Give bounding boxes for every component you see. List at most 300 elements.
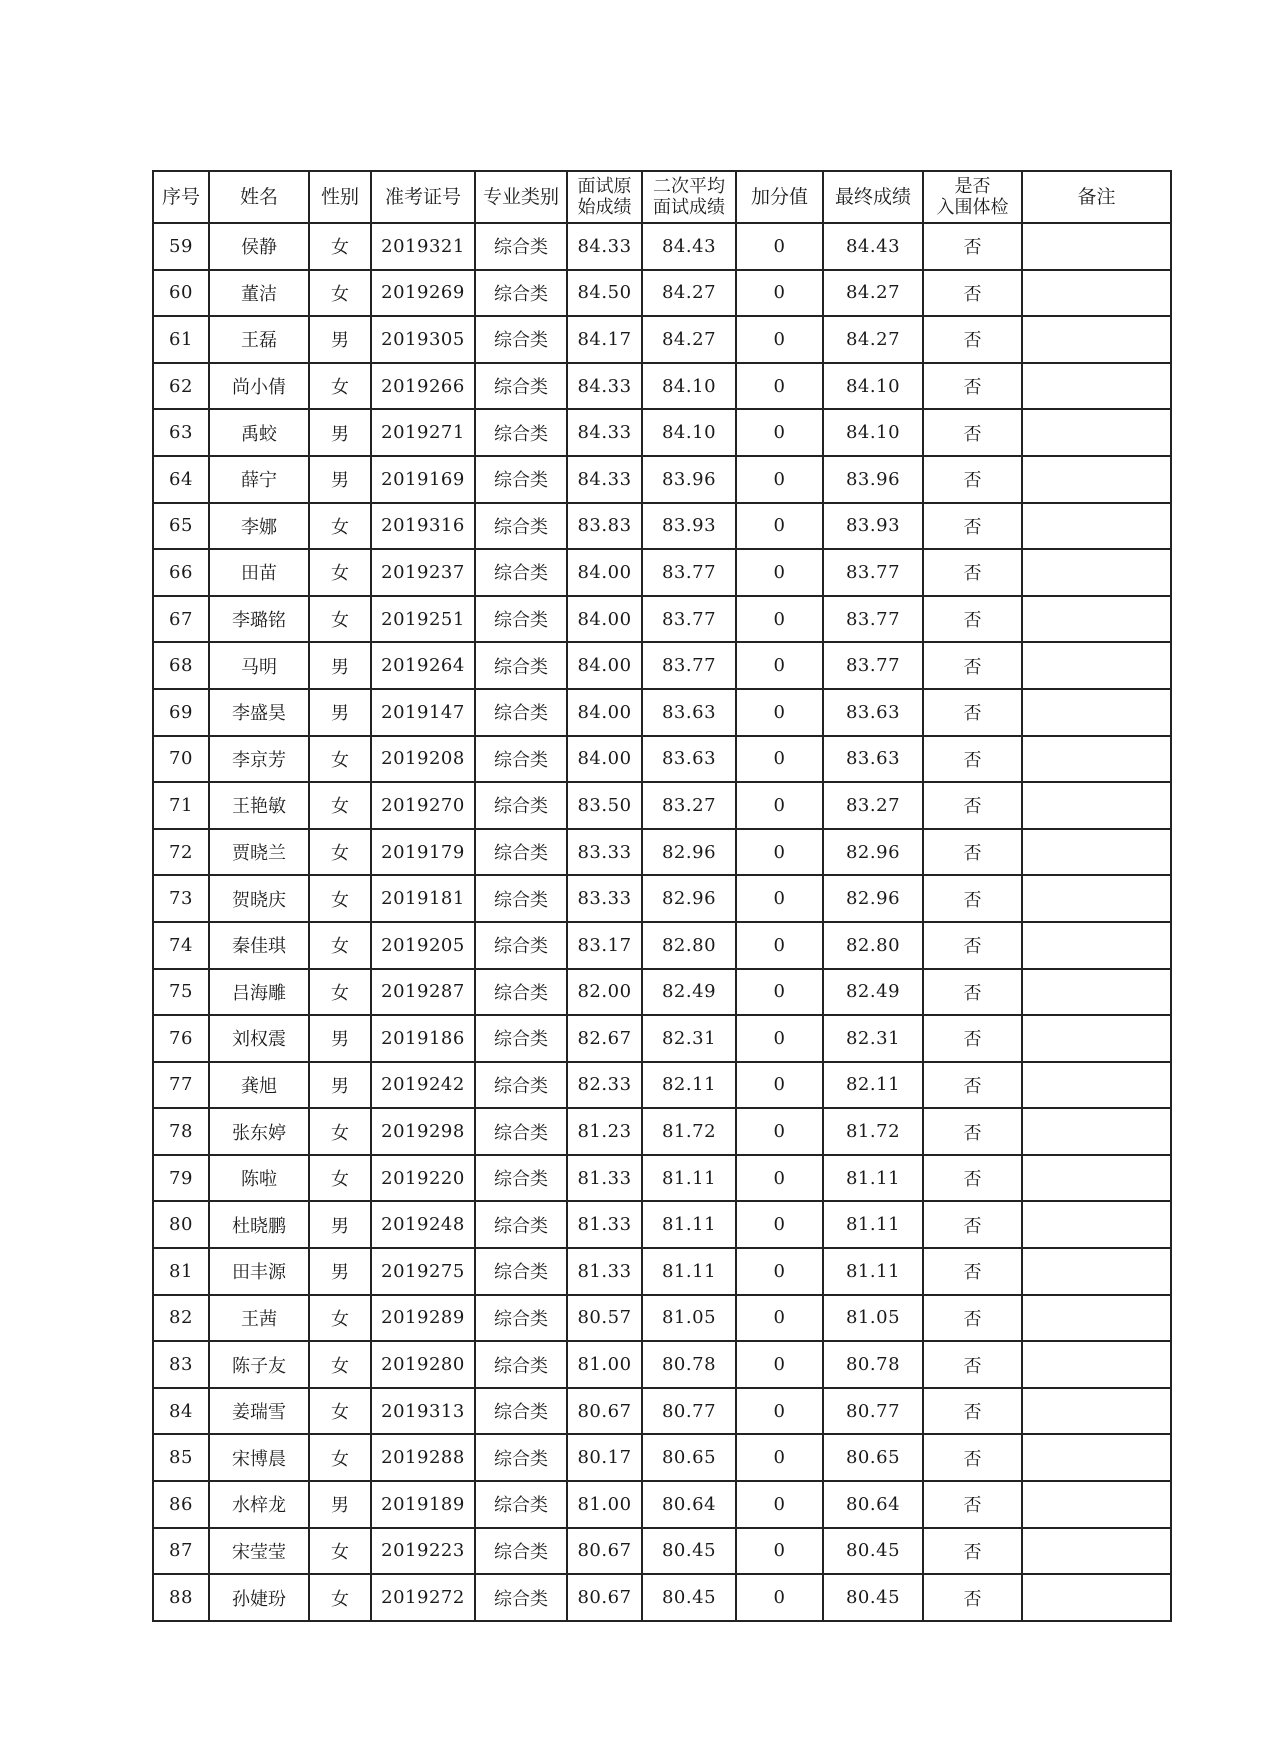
cell-category: 综合类 (475, 1201, 567, 1248)
cell-medical-exam: 否 (923, 642, 1022, 689)
header-average-score (642, 171, 736, 223)
cell-name: 李娜 (209, 503, 309, 550)
cell-average-score: 80.77 (642, 1388, 736, 1435)
table-row (153, 642, 1171, 689)
cell-raw-score: 84.00 (567, 689, 642, 736)
cell-seq: 75 (153, 969, 209, 1016)
cell-final-score: 81.05 (823, 1295, 923, 1342)
cell-final-score: 80.45 (823, 1574, 923, 1621)
cell-final-score: 80.77 (823, 1388, 923, 1435)
cell-medical-exam: 否 (923, 829, 1022, 876)
cell-seq: 83 (153, 1341, 209, 1388)
cell-name: 水梓龙 (209, 1481, 309, 1528)
cell-ticket-number: 2019272 (371, 1574, 475, 1621)
cell-average-score: 80.78 (642, 1341, 736, 1388)
table-row (153, 270, 1171, 317)
cell-final-score: 81.11 (823, 1248, 923, 1295)
cell-bonus: 0 (736, 1201, 823, 1248)
cell-seq: 81 (153, 1248, 209, 1295)
cell-ticket-number: 2019189 (371, 1481, 475, 1528)
cell-category: 综合类 (475, 736, 567, 783)
table-row (153, 875, 1171, 922)
cell-name: 贾晓兰 (209, 829, 309, 876)
cell-category: 综合类 (475, 223, 567, 270)
cell-category: 综合类 (475, 689, 567, 736)
cell-remark (1022, 503, 1171, 550)
cell-name: 侯静 (209, 223, 309, 270)
cell-category: 综合类 (475, 1388, 567, 1435)
cell-bonus: 0 (736, 1108, 823, 1155)
cell-seq: 73 (153, 875, 209, 922)
table-row (153, 782, 1171, 829)
table-row (153, 1434, 1171, 1481)
cell-gender: 女 (309, 270, 371, 317)
cell-medical-exam: 否 (923, 1155, 1022, 1202)
cell-medical-exam: 否 (923, 1574, 1022, 1621)
cell-seq: 72 (153, 829, 209, 876)
cell-gender: 女 (309, 969, 371, 1016)
header-average-score-line2: 面试成绩 (653, 197, 725, 218)
cell-raw-score: 84.33 (567, 456, 642, 503)
cell-category: 综合类 (475, 782, 567, 829)
cell-raw-score: 84.00 (567, 736, 642, 783)
cell-raw-score: 84.17 (567, 316, 642, 363)
cell-average-score: 80.65 (642, 1434, 736, 1481)
cell-name: 陈子友 (209, 1341, 309, 1388)
cell-ticket-number: 2019248 (371, 1201, 475, 1248)
cell-average-score: 82.96 (642, 829, 736, 876)
cell-ticket-number: 2019223 (371, 1528, 475, 1575)
cell-remark (1022, 736, 1171, 783)
cell-bonus: 0 (736, 829, 823, 876)
cell-medical-exam: 否 (923, 409, 1022, 456)
cell-ticket-number: 2019269 (371, 270, 475, 317)
cell-bonus: 0 (736, 363, 823, 410)
cell-gender: 女 (309, 549, 371, 596)
cell-ticket-number: 2019242 (371, 1062, 475, 1109)
cell-raw-score: 82.67 (567, 1015, 642, 1062)
cell-bonus: 0 (736, 1015, 823, 1062)
cell-raw-score: 84.00 (567, 549, 642, 596)
cell-name: 王茜 (209, 1295, 309, 1342)
cell-remark (1022, 1295, 1171, 1342)
cell-category: 综合类 (475, 969, 567, 1016)
header-medical-exam-line2: 入围体检 (936, 197, 1009, 218)
cell-ticket-number: 2019237 (371, 549, 475, 596)
table-row (153, 316, 1171, 363)
cell-name: 宋莹莹 (209, 1528, 309, 1575)
cell-raw-score: 83.17 (567, 922, 642, 969)
table-row (153, 1108, 1171, 1155)
cell-ticket-number: 2019264 (371, 642, 475, 689)
cell-category: 综合类 (475, 549, 567, 596)
cell-raw-score: 80.67 (567, 1388, 642, 1435)
cell-final-score: 82.96 (823, 875, 923, 922)
cell-seq: 74 (153, 922, 209, 969)
cell-seq: 64 (153, 456, 209, 503)
cell-bonus: 0 (736, 922, 823, 969)
header-raw-score (567, 171, 642, 223)
cell-raw-score: 81.33 (567, 1155, 642, 1202)
cell-category: 综合类 (475, 1108, 567, 1155)
cell-name: 田丰源 (209, 1248, 309, 1295)
cell-medical-exam: 否 (923, 1062, 1022, 1109)
cell-bonus: 0 (736, 596, 823, 643)
cell-seq: 78 (153, 1108, 209, 1155)
cell-seq: 80 (153, 1201, 209, 1248)
cell-average-score: 81.72 (642, 1108, 736, 1155)
cell-seq: 59 (153, 223, 209, 270)
cell-average-score: 81.11 (642, 1201, 736, 1248)
cell-raw-score: 81.00 (567, 1481, 642, 1528)
cell-average-score: 83.63 (642, 689, 736, 736)
cell-raw-score: 83.33 (567, 875, 642, 922)
cell-final-score: 82.80 (823, 922, 923, 969)
cell-final-score: 81.72 (823, 1108, 923, 1155)
cell-remark (1022, 223, 1171, 270)
cell-gender: 男 (309, 1015, 371, 1062)
cell-category: 综合类 (475, 829, 567, 876)
cell-remark (1022, 829, 1171, 876)
header-average-score-line1: 二次平均 (653, 176, 725, 197)
cell-ticket-number: 2019275 (371, 1248, 475, 1295)
cell-average-score: 80.64 (642, 1481, 736, 1528)
cell-name: 王艳敏 (209, 782, 309, 829)
cell-gender: 女 (309, 596, 371, 643)
cell-ticket-number: 2019280 (371, 1341, 475, 1388)
cell-gender: 女 (309, 1388, 371, 1435)
cell-ticket-number: 2019287 (371, 969, 475, 1016)
header-gender: 性别 (309, 171, 371, 223)
cell-category: 综合类 (475, 1528, 567, 1575)
cell-medical-exam: 否 (923, 969, 1022, 1016)
cell-raw-score: 83.83 (567, 503, 642, 550)
cell-average-score: 84.43 (642, 223, 736, 270)
cell-ticket-number: 2019271 (371, 409, 475, 456)
cell-raw-score: 80.67 (567, 1528, 642, 1575)
cell-seq: 79 (153, 1155, 209, 1202)
cell-bonus: 0 (736, 1388, 823, 1435)
cell-average-score: 81.11 (642, 1155, 736, 1202)
cell-average-score: 83.27 (642, 782, 736, 829)
cell-gender: 男 (309, 642, 371, 689)
header-medical-exam (923, 171, 1022, 223)
table-row (153, 1481, 1171, 1528)
table-row (153, 829, 1171, 876)
cell-remark (1022, 782, 1171, 829)
cell-final-score: 82.96 (823, 829, 923, 876)
cell-medical-exam: 否 (923, 1434, 1022, 1481)
cell-bonus: 0 (736, 1481, 823, 1528)
cell-raw-score: 80.17 (567, 1434, 642, 1481)
cell-seq: 67 (153, 596, 209, 643)
cell-seq: 69 (153, 689, 209, 736)
cell-gender: 女 (309, 503, 371, 550)
cell-gender: 女 (309, 922, 371, 969)
cell-raw-score: 81.33 (567, 1248, 642, 1295)
cell-gender: 女 (309, 736, 371, 783)
cell-bonus: 0 (736, 549, 823, 596)
cell-name: 张东婷 (209, 1108, 309, 1155)
cell-remark (1022, 316, 1171, 363)
cell-name: 贺晓庆 (209, 875, 309, 922)
cell-gender: 女 (309, 1341, 371, 1388)
cell-final-score: 84.27 (823, 270, 923, 317)
cell-ticket-number: 2019305 (371, 316, 475, 363)
cell-final-score: 83.63 (823, 689, 923, 736)
cell-medical-exam: 否 (923, 1015, 1022, 1062)
cell-name: 马明 (209, 642, 309, 689)
cell-remark (1022, 1155, 1171, 1202)
cell-average-score: 83.77 (642, 596, 736, 643)
cell-name: 李京芳 (209, 736, 309, 783)
cell-category: 综合类 (475, 1481, 567, 1528)
cell-final-score: 80.64 (823, 1481, 923, 1528)
cell-medical-exam: 否 (923, 782, 1022, 829)
cell-raw-score: 80.67 (567, 1574, 642, 1621)
cell-medical-exam: 否 (923, 1295, 1022, 1342)
cell-seq: 86 (153, 1481, 209, 1528)
cell-average-score: 82.80 (642, 922, 736, 969)
cell-bonus: 0 (736, 689, 823, 736)
cell-raw-score: 84.00 (567, 596, 642, 643)
table-row (153, 549, 1171, 596)
cell-ticket-number: 2019289 (371, 1295, 475, 1342)
cell-bonus: 0 (736, 1434, 823, 1481)
cell-ticket-number: 2019208 (371, 736, 475, 783)
cell-category: 综合类 (475, 316, 567, 363)
cell-remark (1022, 1341, 1171, 1388)
cell-final-score: 84.43 (823, 223, 923, 270)
table-row (153, 1341, 1171, 1388)
cell-remark (1022, 1528, 1171, 1575)
cell-medical-exam: 否 (923, 875, 1022, 922)
cell-bonus: 0 (736, 782, 823, 829)
cell-final-score: 82.11 (823, 1062, 923, 1109)
cell-medical-exam: 否 (923, 736, 1022, 783)
header-ticket-number: 准考证号 (371, 171, 475, 223)
cell-average-score: 83.77 (642, 549, 736, 596)
cell-raw-score: 84.33 (567, 409, 642, 456)
cell-ticket-number: 2019266 (371, 363, 475, 410)
cell-average-score: 84.10 (642, 409, 736, 456)
cell-average-score: 84.27 (642, 316, 736, 363)
table-row (153, 1528, 1171, 1575)
header-bonus: 加分值 (736, 171, 823, 223)
cell-seq: 62 (153, 363, 209, 410)
cell-medical-exam: 否 (923, 689, 1022, 736)
cell-raw-score: 81.23 (567, 1108, 642, 1155)
cell-bonus: 0 (736, 875, 823, 922)
cell-ticket-number: 2019186 (371, 1015, 475, 1062)
results-table-wrapper (152, 170, 1170, 1622)
cell-average-score: 80.45 (642, 1574, 736, 1621)
cell-remark (1022, 549, 1171, 596)
table-row (153, 503, 1171, 550)
cell-remark (1022, 922, 1171, 969)
cell-name: 姜瑞雪 (209, 1388, 309, 1435)
cell-name: 陈啦 (209, 1155, 309, 1202)
cell-final-score: 84.10 (823, 409, 923, 456)
cell-average-score: 80.45 (642, 1528, 736, 1575)
cell-final-score: 82.49 (823, 969, 923, 1016)
cell-category: 综合类 (475, 1155, 567, 1202)
cell-remark (1022, 875, 1171, 922)
cell-bonus: 0 (736, 1062, 823, 1109)
cell-gender: 女 (309, 1434, 371, 1481)
cell-gender: 女 (309, 1108, 371, 1155)
cell-medical-exam: 否 (923, 596, 1022, 643)
table-row (153, 1201, 1171, 1248)
cell-remark (1022, 1062, 1171, 1109)
table-row (153, 1388, 1171, 1435)
cell-bonus: 0 (736, 1574, 823, 1621)
table-row (153, 363, 1171, 410)
cell-seq: 70 (153, 736, 209, 783)
cell-category: 综合类 (475, 642, 567, 689)
table-row (153, 1248, 1171, 1295)
cell-raw-score: 84.50 (567, 270, 642, 317)
cell-category: 综合类 (475, 270, 567, 317)
cell-category: 综合类 (475, 363, 567, 410)
cell-final-score: 82.31 (823, 1015, 923, 1062)
cell-final-score: 80.45 (823, 1528, 923, 1575)
cell-ticket-number: 2019270 (371, 782, 475, 829)
cell-bonus: 0 (736, 270, 823, 317)
cell-category: 综合类 (475, 596, 567, 643)
cell-gender: 女 (309, 1528, 371, 1575)
cell-ticket-number: 2019313 (371, 1388, 475, 1435)
cell-medical-exam: 否 (923, 223, 1022, 270)
cell-medical-exam: 否 (923, 1388, 1022, 1435)
cell-final-score: 80.78 (823, 1341, 923, 1388)
cell-bonus: 0 (736, 409, 823, 456)
cell-final-score: 83.93 (823, 503, 923, 550)
cell-final-score: 83.77 (823, 549, 923, 596)
cell-gender: 女 (309, 363, 371, 410)
cell-ticket-number: 2019288 (371, 1434, 475, 1481)
cell-gender: 男 (309, 1201, 371, 1248)
cell-ticket-number: 2019316 (371, 503, 475, 550)
cell-bonus: 0 (736, 1295, 823, 1342)
cell-name: 王磊 (209, 316, 309, 363)
cell-medical-exam: 否 (923, 270, 1022, 317)
results-table (152, 170, 1172, 1622)
cell-seq: 85 (153, 1434, 209, 1481)
cell-category: 综合类 (475, 1295, 567, 1342)
cell-ticket-number: 2019321 (371, 223, 475, 270)
cell-seq: 84 (153, 1388, 209, 1435)
cell-bonus: 0 (736, 642, 823, 689)
cell-gender: 女 (309, 223, 371, 270)
cell-final-score: 83.27 (823, 782, 923, 829)
table-row (153, 1015, 1171, 1062)
cell-average-score: 81.11 (642, 1248, 736, 1295)
cell-medical-exam: 否 (923, 1201, 1022, 1248)
cell-name: 尚小倩 (209, 363, 309, 410)
cell-raw-score: 83.33 (567, 829, 642, 876)
cell-average-score: 83.63 (642, 736, 736, 783)
cell-final-score: 80.65 (823, 1434, 923, 1481)
cell-name: 薛宁 (209, 456, 309, 503)
cell-name: 田苗 (209, 549, 309, 596)
cell-raw-score: 82.00 (567, 969, 642, 1016)
cell-category: 综合类 (475, 409, 567, 456)
cell-average-score: 82.11 (642, 1062, 736, 1109)
cell-medical-exam: 否 (923, 363, 1022, 410)
cell-seq: 77 (153, 1062, 209, 1109)
cell-average-score: 83.93 (642, 503, 736, 550)
table-row (153, 456, 1171, 503)
cell-gender: 女 (309, 875, 371, 922)
cell-bonus: 0 (736, 1248, 823, 1295)
table-row (153, 1295, 1171, 1342)
cell-medical-exam: 否 (923, 922, 1022, 969)
cell-raw-score: 83.50 (567, 782, 642, 829)
cell-gender: 女 (309, 1574, 371, 1621)
cell-final-score: 84.27 (823, 316, 923, 363)
cell-seq: 68 (153, 642, 209, 689)
cell-ticket-number: 2019147 (371, 689, 475, 736)
cell-bonus: 0 (736, 1528, 823, 1575)
cell-gender: 女 (309, 1295, 371, 1342)
cell-raw-score: 84.00 (567, 642, 642, 689)
cell-final-score: 81.11 (823, 1155, 923, 1202)
cell-seq: 61 (153, 316, 209, 363)
cell-gender: 男 (309, 1062, 371, 1109)
cell-medical-exam: 否 (923, 549, 1022, 596)
cell-final-score: 83.77 (823, 642, 923, 689)
cell-raw-score: 81.33 (567, 1201, 642, 1248)
header-seq: 序号 (153, 171, 209, 223)
cell-seq: 88 (153, 1574, 209, 1621)
cell-raw-score: 81.00 (567, 1341, 642, 1388)
cell-remark (1022, 1574, 1171, 1621)
cell-average-score: 81.05 (642, 1295, 736, 1342)
cell-remark (1022, 1434, 1171, 1481)
table-row (153, 1155, 1171, 1202)
cell-seq: 60 (153, 270, 209, 317)
cell-final-score: 81.11 (823, 1201, 923, 1248)
cell-category: 综合类 (475, 922, 567, 969)
cell-category: 综合类 (475, 1248, 567, 1295)
cell-seq: 71 (153, 782, 209, 829)
cell-name: 宋博晨 (209, 1434, 309, 1481)
header-remark: 备注 (1022, 171, 1171, 223)
cell-medical-exam: 否 (923, 316, 1022, 363)
cell-medical-exam: 否 (923, 1341, 1022, 1388)
cell-name: 秦佳琪 (209, 922, 309, 969)
cell-medical-exam: 否 (923, 456, 1022, 503)
cell-remark (1022, 642, 1171, 689)
cell-seq: 87 (153, 1528, 209, 1575)
cell-raw-score: 80.57 (567, 1295, 642, 1342)
cell-medical-exam: 否 (923, 1108, 1022, 1155)
cell-bonus: 0 (736, 969, 823, 1016)
cell-remark (1022, 689, 1171, 736)
cell-gender: 男 (309, 456, 371, 503)
cell-average-score: 82.31 (642, 1015, 736, 1062)
cell-bonus: 0 (736, 223, 823, 270)
cell-medical-exam: 否 (923, 503, 1022, 550)
cell-category: 综合类 (475, 1015, 567, 1062)
cell-seq: 63 (153, 409, 209, 456)
table-row (153, 689, 1171, 736)
cell-ticket-number: 2019251 (371, 596, 475, 643)
cell-category: 综合类 (475, 1574, 567, 1621)
cell-name: 李盛昊 (209, 689, 309, 736)
cell-name: 杜晓鹏 (209, 1201, 309, 1248)
